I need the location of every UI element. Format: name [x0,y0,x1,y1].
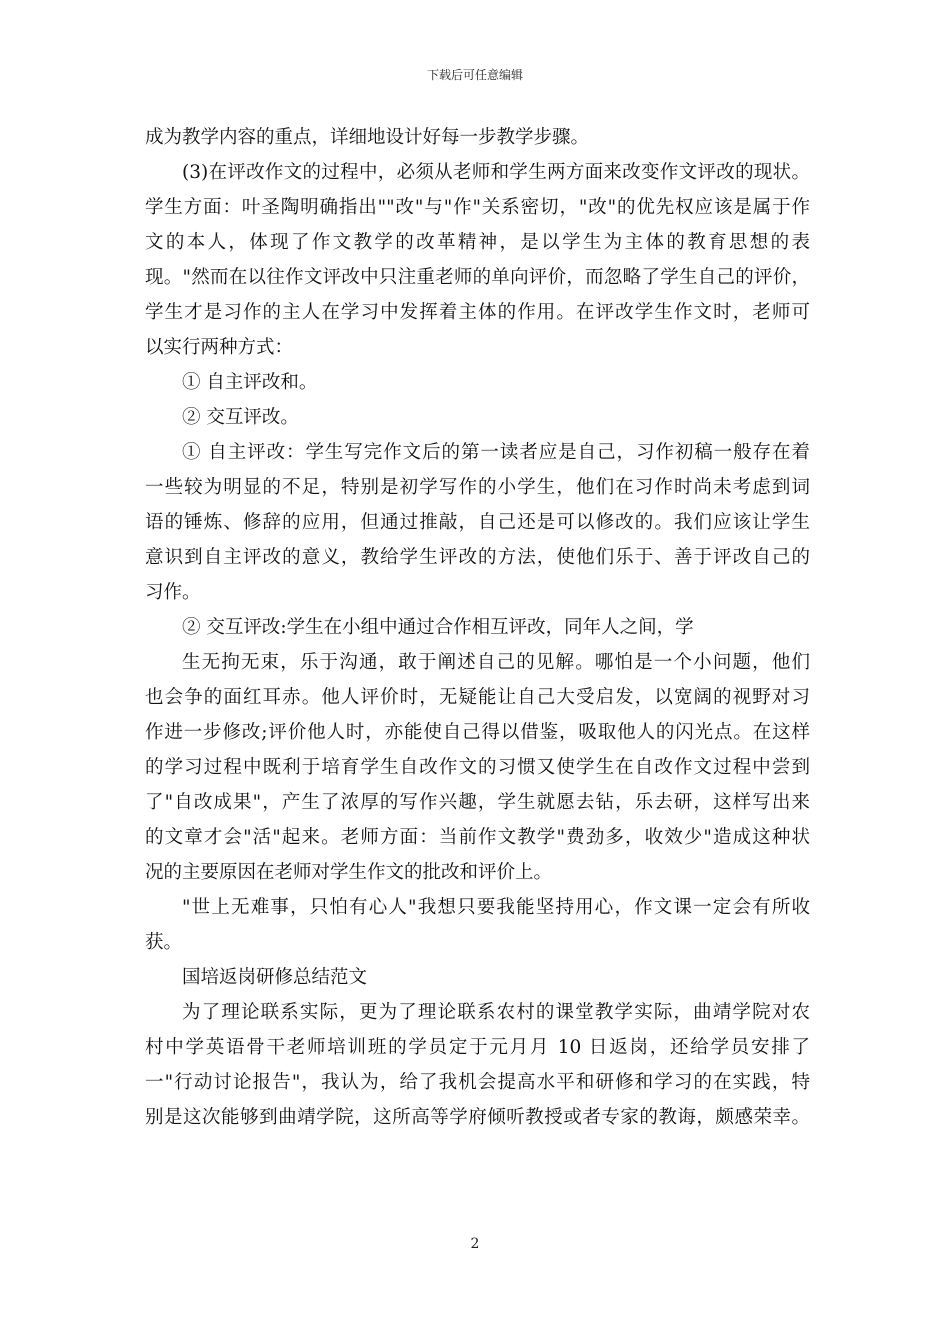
text-line: "世上无难事，只怕有心人"我想只要我能坚持用心，作文课一定会有所收 [182,897,810,918]
text-line: 学生才是习作的主人在学习中发挥着主体的作用。在评改学生作文时，老师可 [145,302,810,323]
text-line: 文的本人，体现了作文教学的改革精神，是以学生为主体的教育思想的表 [145,232,810,253]
text-line: ② 交互评改:学生在小组中通过合作相互评改，同年人之间，学 [182,617,694,638]
text-line: 意识到自主评改的意义，教给学生评改的方法，使他们乐于、善于评改自己的 [145,547,810,568]
text-line: 获。 [145,932,183,953]
text-line: (3)在评改作文的过程中，必须从老师和学生两方面来改变作文评改的现状。 [182,162,810,183]
page-header: 下载后可任意编辑 [426,68,523,82]
text-line: 也会争的面红耳赤。他人评价时，无疑能让自己大受启发，以宽阔的视野对习 [145,687,810,708]
text-line: 学生方面：叶圣陶明确指出""改"与"作"关系密切，"改"的优先权应该是属于作 [145,197,810,218]
text-line: ① 自主评改：学生写完作文后的第一读者应是自己，习作初稿一般存在着 [182,442,810,463]
text-line: ② 交互评改。 [182,407,299,428]
text-line: 生无拘无束，乐于沟通，敢于阐述自己的见解。哪怕是一个小问题，他们 [182,652,810,673]
text-line: 别是这次能够到曲靖学院，这所高等学府倾听教授或者专家的教诲，颇感荣幸。 [145,1107,810,1128]
text-line: 现。"然而在以往作文评改中只注重老师的单向评价，而忽略了学生自己的评价， [145,267,810,288]
text-line: 以实行两种方式： [145,337,294,358]
text-line: 成为教学内容的重点，详细地设计好每一步教学步骤。 [145,127,590,148]
text-line: 村中学英语骨干老师培训班的学员定于元月月 10 日返岗，还给学员安排了 [145,1037,810,1058]
text-line: 习作。 [145,582,201,603]
text-line: ① 自主评改和。 [182,372,318,393]
text-line: 为了理论联系实际，更为了理论联系农村的课堂教学实际，曲靖学院对农 [182,1002,810,1023]
text-line: 的文章才会"活"起来。老师方面：当前作文教学"费劲多，收效少"造成这种状 [145,827,810,848]
text-line: 了"自改成果"，产生了浓厚的写作兴趣，学生就愿去钻，乐去研，这样写出来 [145,792,810,813]
text-line: 一"行动讨论报告"，我认为，给了我机会提高水平和研修和学习的在实践，特 [145,1072,810,1093]
text-line: 国培返岗研修总结范文 [182,967,368,988]
document-body [145,120,810,1135]
text-line: 的学习过程中既利于培育学生自改作文的习惯又使学生在自改作文过程中尝到 [145,757,810,778]
text-line: 一些较为明显的不足，特别是初学写作的小学生，他们在习作时尚未考虑到词 [145,477,810,498]
page-number: 2 [470,1236,480,1252]
text-line: 作进一步修改;评价他人时，亦能使自己得以借鉴，吸取他人的闪光点。在这样 [145,722,810,743]
text-line: 况的主要原因在老师对学生作文的批改和评价上。 [145,862,553,883]
text-line: 语的锤炼、修辞的应用，但通过推敲，自己还是可以修改的。我们应该让学生 [145,512,810,533]
